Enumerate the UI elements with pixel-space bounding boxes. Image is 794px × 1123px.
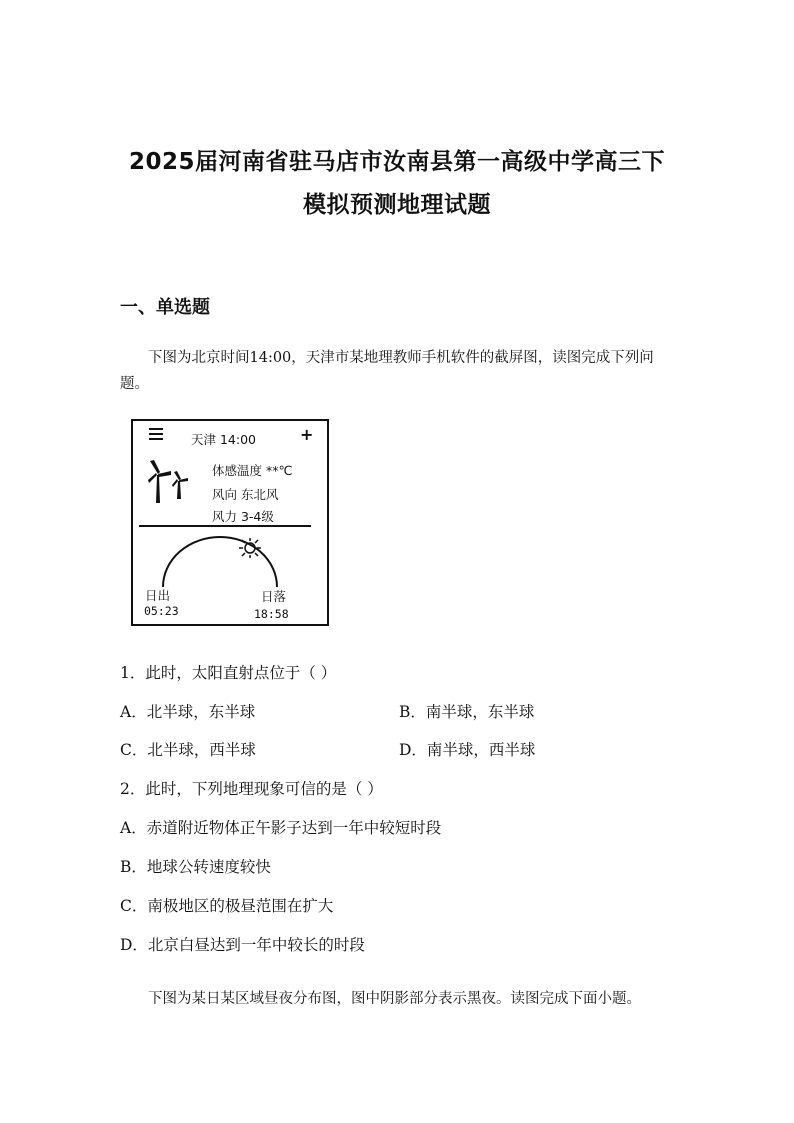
sunrise-time: 05:23 xyxy=(144,604,179,618)
divider xyxy=(139,525,311,527)
section-heading: 一、单选题 xyxy=(120,297,210,318)
question-1-option-d: D．南半球，西半球 xyxy=(399,741,536,759)
question-2-option-d: D．北京白昼达到一年中较长的时段 xyxy=(120,936,365,954)
sunset-time: 18:58 xyxy=(254,607,289,621)
wind-force: 风力 3-4级 xyxy=(212,509,274,524)
sunrise-label: 日出 xyxy=(145,588,171,603)
weather-app-figure xyxy=(131,419,329,626)
question-2-stem: 2．此时，下列地理现象可信的是（ ） xyxy=(120,780,383,798)
plus-icon: + xyxy=(300,425,314,444)
question-1-option-b: B．南半球，东半球 xyxy=(399,703,535,721)
wind-turbine-icon xyxy=(147,459,195,505)
wind-direction: 风向 东北风 xyxy=(212,487,279,502)
question-1-option-c: C．北半球，西半球 xyxy=(120,741,256,759)
question-intro: 下图为北京时间14:00，天津市某地理教师手机软件的截屏图，读图完成下列问题。 xyxy=(120,350,654,392)
question-1-option-a: A．北半球，东半球 xyxy=(120,703,256,721)
question-2-option-a: A．赤道附近物体正午影子达到一年中较短时段 xyxy=(120,819,442,837)
exam-title-line1: 2025届河南省驻马店市汝南县第一高级中学高三下 xyxy=(128,149,665,175)
question-2-option-c: C．南极地区的极昼范围在扩大 xyxy=(120,897,334,915)
feels-like-temperature: 体感温度 **℃ xyxy=(212,463,293,478)
question-2-option-b: B．地球公转速度较快 xyxy=(120,858,271,876)
next-question-intro: 下图为某日某区域昼夜分布图，图中阴影部分表示黑夜。读图完成下面小题。 xyxy=(148,991,641,1007)
exam-title-line2: 模拟预测地理试题 xyxy=(303,192,491,218)
question-1-stem: 1．此时，太阳直射点位于（ ） xyxy=(120,664,337,682)
hamburger-menu-icon xyxy=(149,428,163,440)
sunset-label: 日落 xyxy=(261,589,287,604)
city-time-header: 天津 14:00 xyxy=(191,432,256,447)
sun-icon xyxy=(237,537,263,559)
